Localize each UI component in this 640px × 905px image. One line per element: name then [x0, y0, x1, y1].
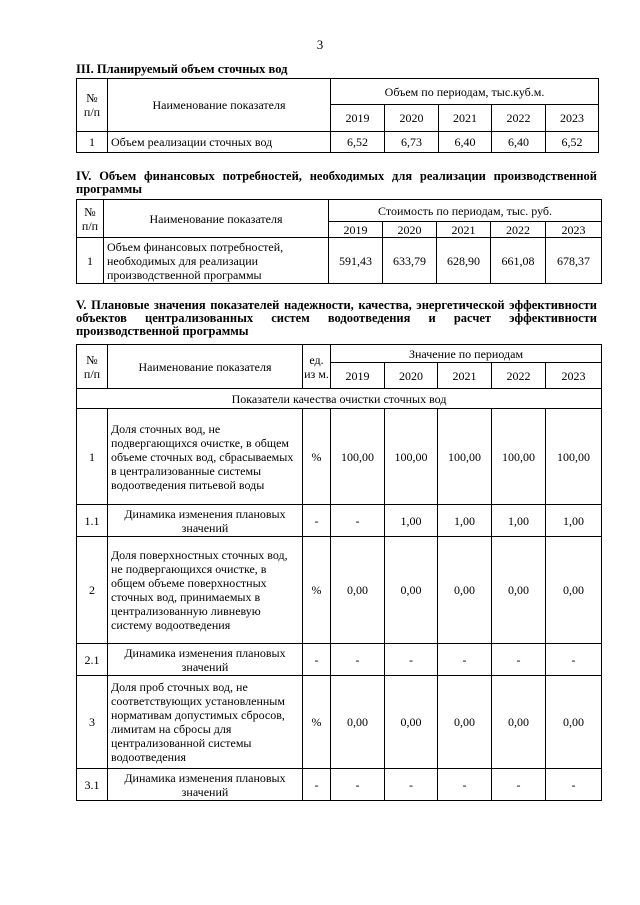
row-value: 591,43	[329, 238, 383, 284]
row-value: 1,00	[546, 505, 602, 537]
row-value: 0,00	[546, 676, 602, 769]
row-value: 0,00	[331, 676, 385, 769]
group-row: Показатели качества очистки сточных вод	[77, 389, 602, 409]
row-unit: %	[303, 409, 331, 505]
row-value: 1,00	[492, 505, 546, 537]
row-value: -	[331, 769, 385, 801]
year-header: 2022	[491, 222, 546, 238]
row-unit: -	[303, 505, 331, 537]
table-row	[77, 644, 602, 676]
row-name: Доля сточных вод, не подвергающихся очистке, в общем объеме сточных вод, сбрасываемых в централизованные системы водоотведения питьевой воды	[108, 409, 303, 505]
row-num: 2	[77, 537, 108, 644]
col-header-group: Стоимость по периодам, тыс. руб.	[329, 200, 602, 222]
row-num: 1	[77, 238, 104, 284]
row-num: 1	[77, 409, 108, 505]
section-4-title: IV. Объем финансовых потребностей, необходимых для реализации производственной программы	[76, 169, 597, 196]
row-value: 6,40	[439, 132, 492, 153]
row-name: Объем финансовых потребностей, необходимых для реализации производственной программы	[104, 238, 329, 284]
row-value: -	[385, 644, 438, 676]
col-header-group: Значение по периодам	[331, 345, 602, 363]
col-header-num: № п/п	[77, 200, 104, 238]
year-header: 2023	[546, 105, 599, 132]
row-num: 1.1	[77, 505, 108, 537]
row-value: 100,00	[438, 409, 492, 505]
year-header: 2020	[385, 105, 439, 132]
col-header-num: № п/п	[77, 345, 108, 389]
row-value: -	[438, 644, 492, 676]
row-value: 6,52	[331, 132, 385, 153]
year-header: 2022	[492, 105, 546, 132]
row-value: 0,00	[492, 537, 546, 644]
row-unit: %	[303, 676, 331, 769]
row-value: 6,40	[492, 132, 546, 153]
row-value: 0,00	[546, 537, 602, 644]
row-value: 100,00	[331, 409, 385, 505]
row-num: 3	[77, 676, 108, 769]
row-num: 3.1	[77, 769, 108, 801]
row-value: -	[492, 769, 546, 801]
page-number: 3	[316, 37, 324, 52]
row-unit: %	[303, 537, 331, 644]
row-value: 1,00	[438, 505, 492, 537]
year-header: 2019	[331, 105, 385, 132]
row-value: -	[385, 769, 438, 801]
row-value: 100,00	[492, 409, 546, 505]
table-row	[77, 505, 602, 537]
year-header: 2023	[546, 363, 602, 389]
row-value: 0,00	[492, 676, 546, 769]
col-header-unit: ед. из м.	[303, 345, 331, 389]
row-unit: -	[303, 769, 331, 801]
row-value: 0,00	[438, 676, 492, 769]
row-num: 2.1	[77, 644, 108, 676]
table-row	[77, 132, 599, 153]
table-row	[77, 769, 602, 801]
section-5-table	[76, 344, 602, 801]
row-value: -	[492, 644, 546, 676]
row-value: -	[546, 644, 602, 676]
row-value: 633,79	[383, 238, 437, 284]
row-value: 6,52	[546, 132, 599, 153]
col-header-name: Наименование показателя	[108, 79, 331, 132]
section-5-title: V. Плановые значения показателей надежности, качества, энергетической эффективности объектов централизованных систем водоотведения и расчет эффективности производственной программы	[76, 298, 597, 338]
row-value: 628,90	[437, 238, 491, 284]
row-name: Объем реализации сточных вод	[108, 132, 331, 153]
section-3-table	[76, 78, 599, 153]
row-unit: -	[303, 644, 331, 676]
row-value: -	[331, 644, 385, 676]
year-header: 2023	[546, 222, 602, 238]
table-row	[77, 537, 602, 644]
col-header-group: Объем по периодам, тыс.куб.м.	[331, 79, 599, 105]
row-name: Динамика изменения плановых значений	[108, 769, 303, 801]
col-header-num: № п/п	[77, 79, 108, 132]
col-header-name: Наименование показателя	[108, 345, 303, 389]
section-4-table	[76, 199, 602, 284]
row-value: 100,00	[546, 409, 602, 505]
table-row	[77, 238, 602, 284]
row-value: 0,00	[385, 537, 438, 644]
year-header: 2021	[437, 222, 491, 238]
year-header: 2020	[385, 363, 438, 389]
row-name: Доля поверхностных сточных вод, не подвергающихся очистке, в общем объеме поверхностных сточных вод, принимаемых в централизованную ливневую систему водоотведения	[108, 537, 303, 644]
row-value: 0,00	[438, 537, 492, 644]
table-row	[77, 409, 602, 505]
row-num: 1	[77, 132, 108, 153]
row-value: 6,73	[385, 132, 439, 153]
row-value: -	[546, 769, 602, 801]
year-header: 2019	[331, 363, 385, 389]
col-header-name: Наименование показателя	[104, 200, 329, 238]
row-name: Доля проб сточных вод, не соответствующих установленным нормативам допустимых сбросов, лимитам на сбросы для централизованной системы водоотведения	[108, 676, 303, 769]
year-header: 2021	[439, 105, 492, 132]
year-header: 2021	[438, 363, 492, 389]
row-name: Динамика изменения плановых значений	[108, 644, 303, 676]
row-value: -	[331, 505, 385, 537]
section-3-title: III. Планируемый объем сточных вод	[76, 62, 288, 76]
row-value: 100,00	[385, 409, 438, 505]
table-row	[77, 676, 602, 769]
row-value: 661,08	[491, 238, 546, 284]
row-value: 0,00	[385, 676, 438, 769]
year-header: 2022	[492, 363, 546, 389]
row-value: -	[438, 769, 492, 801]
row-name: Динамика изменения плановых значений	[108, 505, 303, 537]
row-value: 0,00	[331, 537, 385, 644]
year-header: 2019	[329, 222, 383, 238]
year-header: 2020	[383, 222, 437, 238]
row-value: 1,00	[385, 505, 438, 537]
row-value: 678,37	[546, 238, 602, 284]
